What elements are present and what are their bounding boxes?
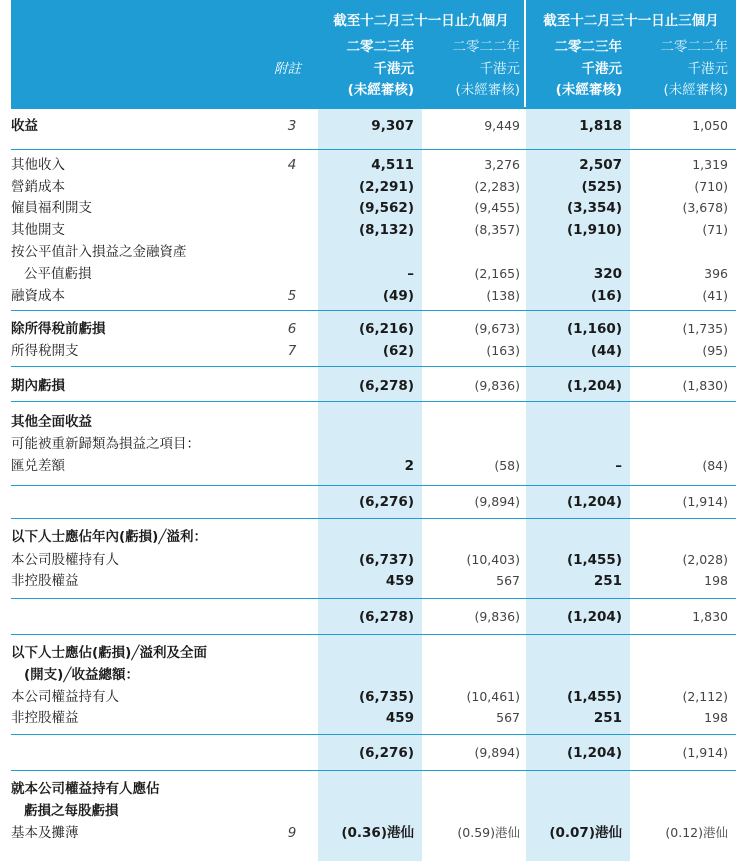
col0-year: 二零二三年 [346,39,414,55]
col3-unit: 千港元 [687,61,728,77]
row-value-col0: (6,276) [358,745,414,761]
row-label: 匯兑差額 [11,458,65,474]
row-value-col2: (3,354) [566,200,622,216]
row-label: 本公司股權持有人 [11,552,119,568]
row-label: 公平值虧損 [24,266,92,282]
row-value-col0: (9,562) [358,200,414,216]
separator-rule [11,107,736,109]
row-note-ref: 5 [287,288,297,304]
row-value-col2: (1,204) [566,609,622,625]
separator-rule [11,734,736,735]
row-value-col1: (9,673) [474,321,520,336]
row-label: 以下人士應佔年內(虧損)╱溢利： [11,529,207,545]
row-label: 僱員福利開支 [11,200,92,216]
col1-unit: 千港元 [479,61,520,77]
row-value-col0: (49) [382,288,414,304]
separator-rule [11,310,736,311]
row-label: 本公司權益持有人 [11,689,119,705]
row-value-col1: (2,283) [474,179,520,194]
row-value-col0: (0.36)港仙 [341,825,414,841]
row-value-col3: 1,830 [692,609,728,624]
separator-rule [11,598,736,599]
row-value-col3: (2,112) [682,689,728,704]
row-value-col0: 4,511 [371,157,414,173]
row-label: (開支)╱收益總額： [24,667,139,683]
row-label: 可能被重新歸類為損益之項目： [11,436,200,452]
row-label: 期內虧損 [11,378,65,394]
separator-rule [11,634,736,635]
row-note-ref: 3 [287,118,297,134]
row-value-col1: (58) [494,458,520,473]
period-header-nine-months: 截至十二月三十一日止九個月 [333,13,509,29]
row-note-ref: 4 [287,157,297,173]
row-label: 基本及攤薄 [11,825,79,841]
row-value-col3: (3,678) [682,200,728,215]
separator-rule [11,485,736,486]
row-value-col2: (44) [590,343,622,359]
row-value-col0: (8,132) [358,222,414,238]
row-value-col3: (710) [694,179,728,194]
row-label: 其他收入 [11,157,65,173]
row-value-col2: (1,910) [566,222,622,238]
row-value-col2: (16) [590,288,622,304]
row-value-col1: 3,276 [484,157,520,172]
row-value-col1: (9,455) [474,200,520,215]
col2-year: 二零二三年 [554,39,622,55]
row-value-col2: (525) [581,179,622,195]
row-value-col1: (9,836) [474,609,520,624]
row-value-col1: (8,357) [474,222,520,237]
row-value-col3: (1,914) [682,494,728,509]
col3-status: (未經審核) [663,82,728,98]
row-value-col1: (9,894) [474,494,520,509]
row-value-col0: – [407,266,414,282]
row-value-col2: (1,204) [566,494,622,510]
row-value-col3: (1,830) [682,378,728,393]
row-value-col2: 2,507 [579,157,622,173]
row-value-col2: (0.07)港仙 [549,825,622,841]
row-note-ref: 9 [287,825,297,841]
row-value-col1: (9,836) [474,378,520,393]
row-value-col1: (2,165) [474,266,520,281]
row-value-col2: 251 [593,573,622,589]
row-value-col1: (9,894) [474,745,520,760]
row-value-col3: (71) [702,222,728,237]
row-value-col0: (6,735) [358,689,414,705]
col0-status: (未經審核) [347,82,414,98]
row-value-col3: (95) [702,343,728,358]
row-value-col1: 567 [496,573,520,588]
row-value-col1: (138) [486,288,520,303]
row-value-col2: (1,204) [566,745,622,761]
col2-status: (未經審核) [555,82,622,98]
row-value-col2: 251 [593,710,622,726]
col3-year: 二零二二年 [660,39,728,55]
row-value-col3: 1,319 [692,157,728,172]
row-value-col3: 198 [704,710,728,725]
row-label: 營銷成本 [11,179,65,195]
row-value-col0: (6,278) [358,609,414,625]
note-column-header: 附註 [274,61,301,77]
row-value-col1: (10,403) [466,552,520,567]
row-value-col0: 2 [404,458,414,474]
col2-unit: 千港元 [581,61,622,77]
row-value-col0: 459 [385,573,414,589]
row-value-col0: (6,216) [358,321,414,337]
row-value-col0: (6,278) [358,378,414,394]
col1-year: 二零二二年 [452,39,520,55]
col1-status: (未經審核) [455,82,520,98]
row-label: 虧損之每股虧損 [24,803,119,819]
row-value-col1: 567 [496,710,520,725]
separator-rule [11,366,736,367]
row-value-col3: (41) [702,288,728,303]
row-value-col3: (1,914) [682,745,728,760]
row-value-col1: (10,461) [466,689,520,704]
col0-unit: 千港元 [373,61,414,77]
row-value-col2: (1,455) [566,689,622,705]
row-note-ref: 6 [287,321,297,337]
row-label: 除所得稅前虧損 [11,321,106,337]
row-label: 就本公司權益持有人應佔 [11,781,160,797]
row-value-col0: 9,307 [371,118,414,134]
row-label: 非控股權益 [11,573,79,589]
row-value-col0: (62) [382,343,414,359]
row-label: 收益 [11,118,38,134]
row-value-col3: (2,028) [682,552,728,567]
row-value-col2: 1,818 [579,118,622,134]
row-label: 非控股權益 [11,710,79,726]
row-label: 其他開支 [11,222,65,238]
row-value-col0: (6,276) [358,494,414,510]
period-header-three-months: 截至十二月三十一日止三個月 [543,13,719,29]
header-band-left [11,0,318,108]
separator-rule [11,149,736,150]
row-value-col2: (1,160) [566,321,622,337]
row-value-col2: (1,204) [566,378,622,394]
row-note-ref: 7 [287,343,297,359]
separator-rule [11,518,736,519]
row-value-col3: (1,735) [682,321,728,336]
row-label: 以下人士應佔(虧損)╱溢利及全面 [11,645,207,661]
row-value-col2: (1,455) [566,552,622,568]
row-label: 按公平值計入損益之金融資產 [11,244,187,260]
row-value-col3: 198 [704,573,728,588]
row-label: 所得稅開支 [11,343,79,359]
row-value-col0: (2,291) [358,179,414,195]
row-label: 其他全面收益 [11,414,92,430]
separator-rule [11,401,736,402]
row-value-col2: 320 [593,266,622,282]
row-value-col0: (6,737) [358,552,414,568]
row-value-col0: 459 [385,710,414,726]
row-value-col3: 1,050 [692,118,728,133]
separator-rule [11,770,736,771]
row-label: 融資成本 [11,288,65,304]
row-value-col1: (163) [486,343,520,358]
row-value-col1: 9,449 [484,118,520,133]
row-value-col3: (0.12)港仙 [665,825,728,840]
row-value-col3: 396 [704,266,728,281]
row-value-col2: – [615,458,622,474]
row-value-col3: (84) [702,458,728,473]
row-value-col1: (0.59)港仙 [457,825,520,840]
